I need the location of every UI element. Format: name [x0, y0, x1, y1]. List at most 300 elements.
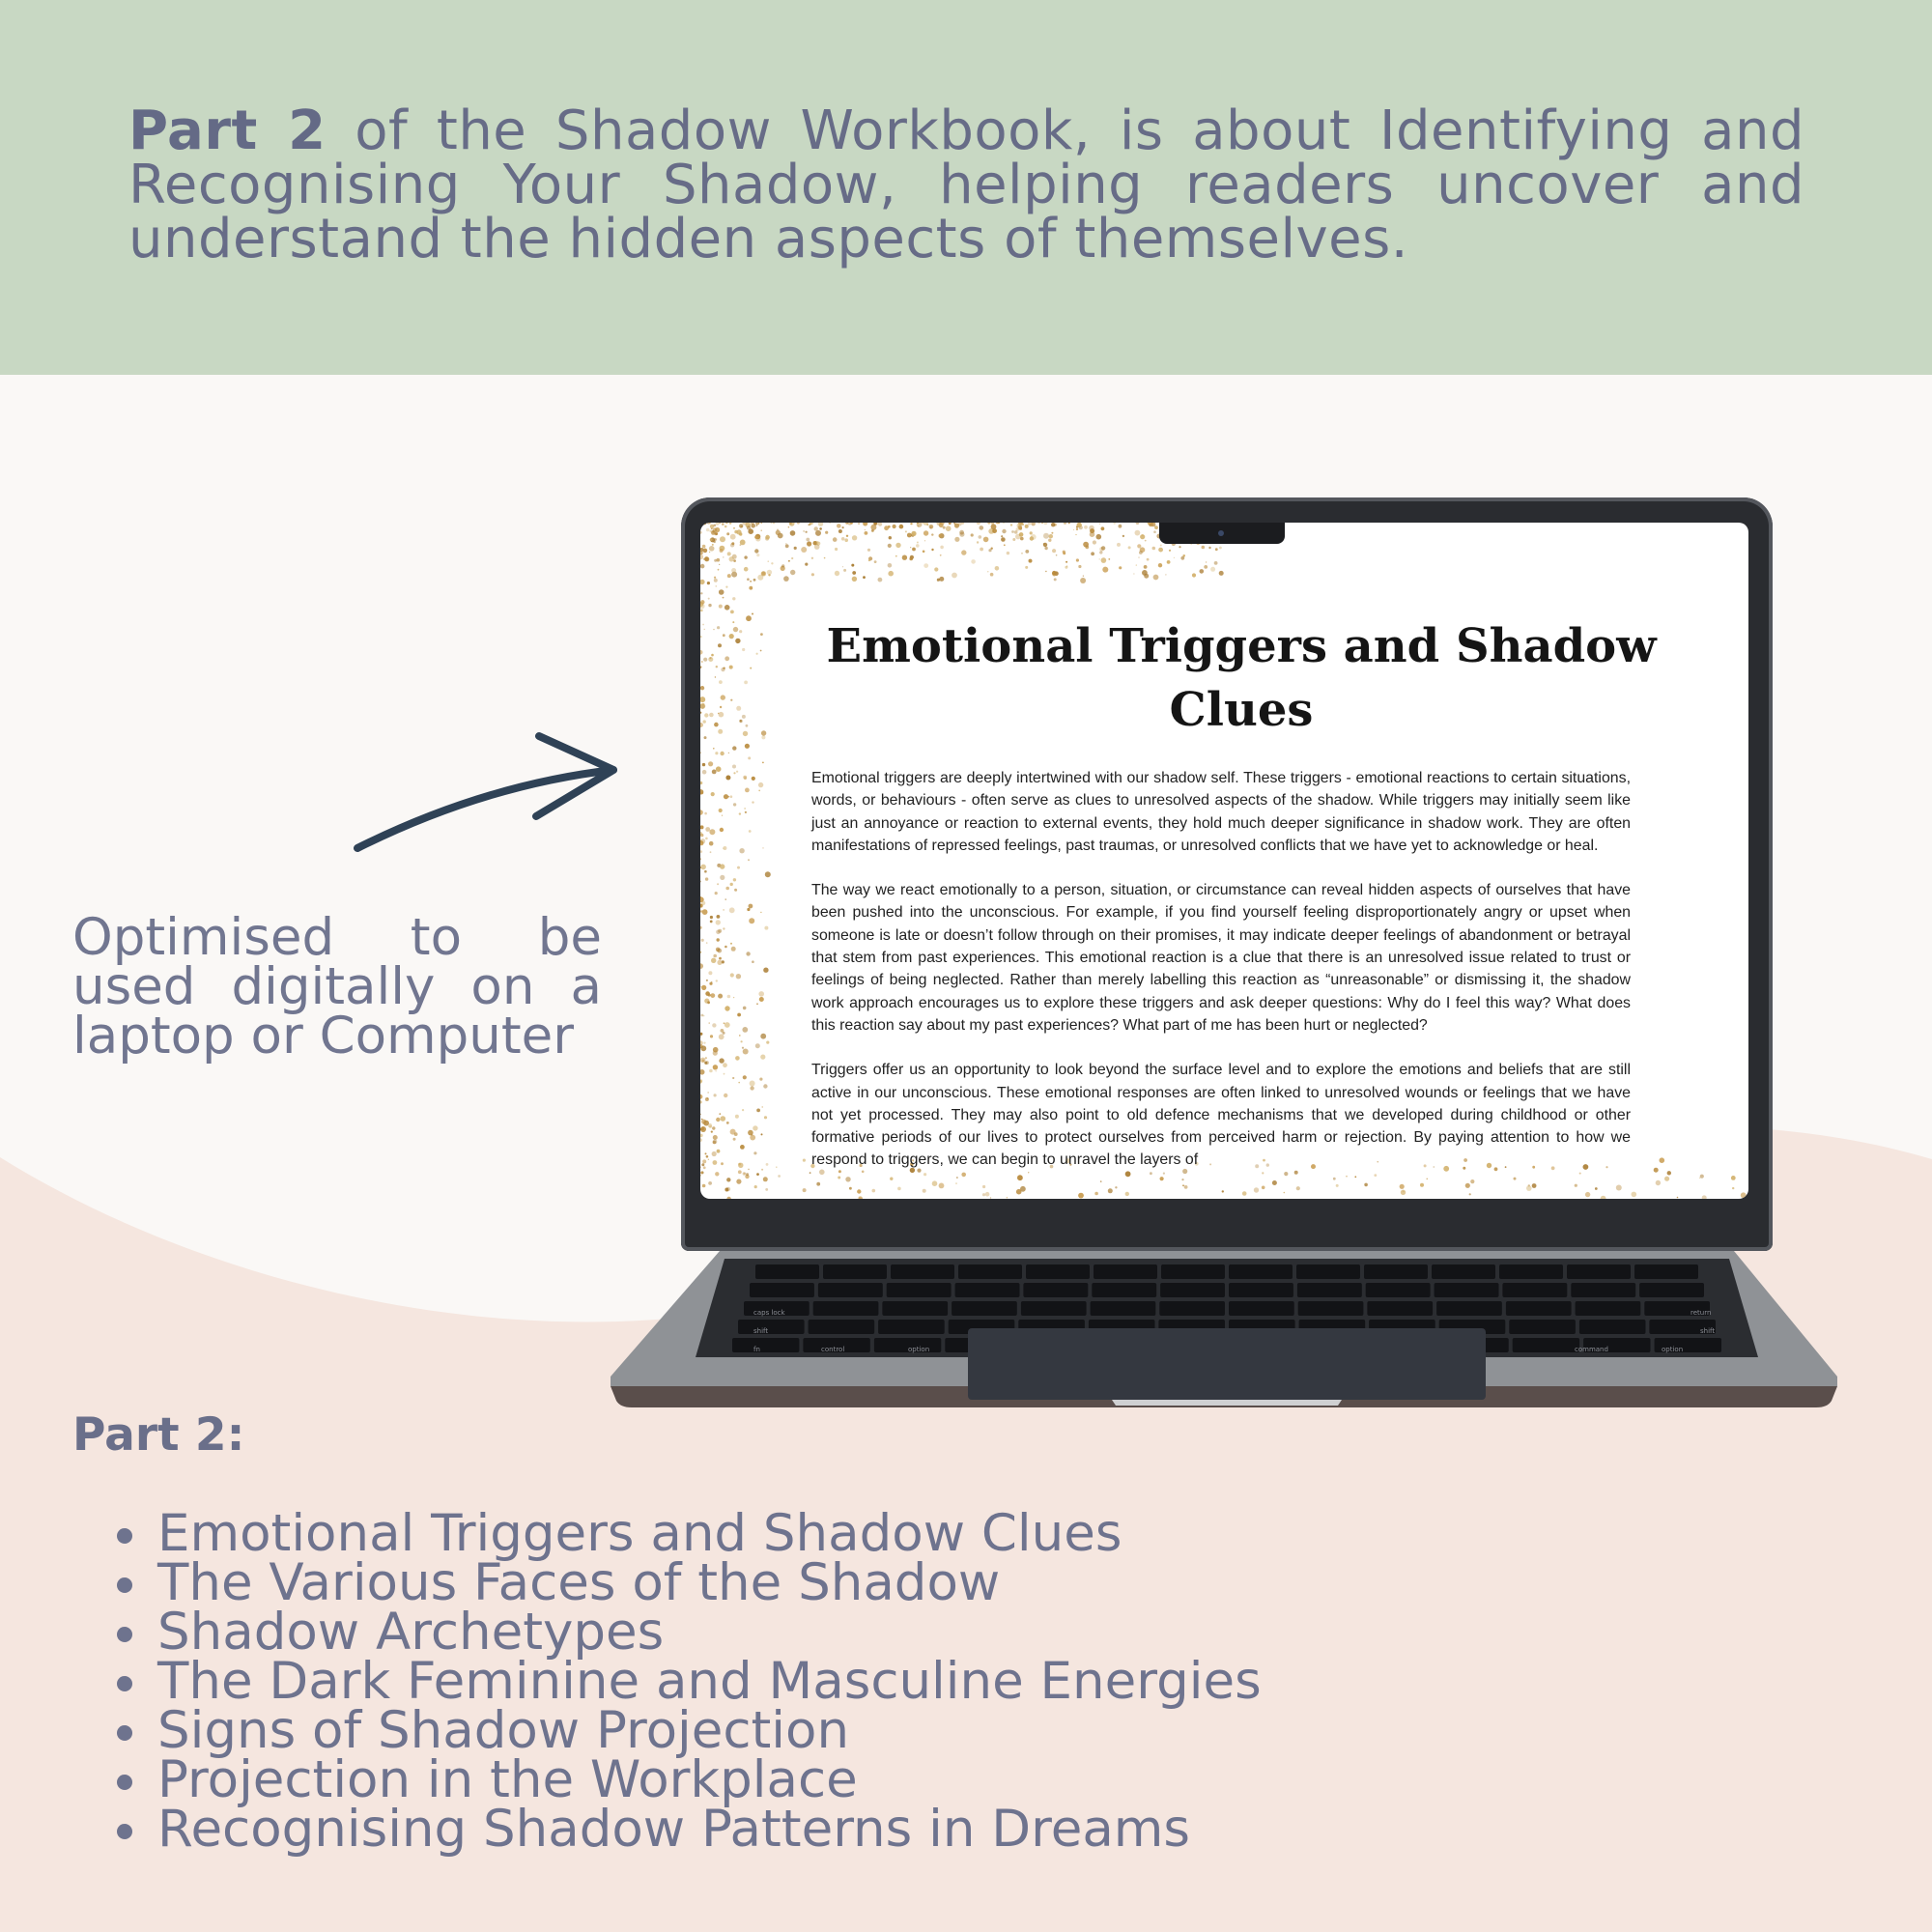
splatter-dot [701, 661, 703, 663]
splatter-dot [759, 997, 764, 1002]
splatter-dot [700, 1114, 701, 1115]
splatter-dot [815, 530, 821, 536]
keyboard-key [1639, 1283, 1704, 1297]
splatter-dot [719, 957, 722, 960]
keyboard-key-label: option [1662, 1346, 1684, 1353]
keyboard-key [1509, 1320, 1576, 1334]
splatter-dot [996, 523, 999, 524]
splatter-dot [1052, 571, 1057, 576]
splatter-dot [797, 523, 800, 525]
splatter-dot [740, 526, 742, 527]
splatter-dot [704, 736, 707, 739]
splatter-dot [1167, 560, 1171, 564]
splatter-dot [700, 1040, 703, 1045]
splatter-dot [736, 706, 741, 711]
splatter-dot [1084, 526, 1088, 529]
splatter-dot [713, 1065, 718, 1069]
splatter-dot [738, 1082, 740, 1084]
list-item [106, 1701, 1262, 1760]
splatter-dot [762, 1106, 763, 1107]
splatter-dot [899, 525, 904, 529]
keyboard-key [887, 1283, 952, 1297]
splatter-dot [735, 1056, 740, 1061]
splatter-dot [905, 530, 907, 532]
splatter-dot [833, 537, 838, 542]
intro-bold: Part 2 [128, 99, 327, 162]
splatter-dot [1654, 1168, 1659, 1173]
splatter-dot [711, 1131, 713, 1133]
splatter-dot [702, 770, 707, 775]
keyboard-key [818, 1283, 883, 1297]
splatter-dot [705, 827, 710, 832]
splatter-dot [728, 796, 730, 798]
splatter-dot [754, 535, 757, 538]
splatter-dot [1080, 578, 1086, 583]
splatter-dot [1099, 558, 1100, 559]
splatter-dot [700, 600, 704, 604]
splatter-dot [713, 629, 714, 630]
splatter-dot [724, 1022, 730, 1028]
splatter-dot [1018, 526, 1022, 529]
splatter-dot [743, 1049, 749, 1055]
splatter-dot [701, 985, 706, 990]
splatter-dot [739, 812, 741, 814]
splatter-dot [1078, 565, 1081, 568]
splatter-dot [1136, 564, 1137, 565]
splatter-dot [712, 1126, 715, 1129]
splatter-dot [824, 557, 826, 559]
splatter-dot [702, 763, 705, 766]
splatter-dot [1007, 552, 1009, 554]
splatter-dot [1108, 558, 1110, 560]
splatter-dot [721, 1162, 724, 1165]
splatter-dot [704, 556, 709, 561]
keyboard-key [1567, 1264, 1631, 1279]
keyboard-key-label: command [1575, 1346, 1608, 1353]
splatter-dot [909, 557, 913, 561]
splatter-dot [895, 555, 897, 557]
splatter-dot [713, 541, 716, 544]
splatter-dot [701, 939, 704, 942]
splatter-dot [781, 564, 784, 567]
splatter-dot [754, 549, 758, 553]
splatter-dot [807, 541, 811, 546]
splatter-dot [838, 529, 842, 533]
splatter-dot [750, 1086, 753, 1090]
keyboard-key [1634, 1264, 1698, 1279]
splatter-dot [729, 556, 734, 561]
splatter-dot [987, 571, 988, 572]
splatter-dot [1136, 523, 1140, 525]
splatter-dot [702, 1184, 706, 1188]
splatter-dot [1154, 526, 1158, 529]
bullet-icon [117, 1528, 132, 1544]
splatter-dot [700, 952, 701, 953]
splatter-dot [733, 1138, 736, 1141]
splatter-dot [700, 580, 705, 584]
splatter-dot [863, 523, 867, 526]
splatter-dot [841, 537, 845, 541]
splatter-dot [1001, 535, 1003, 537]
splatter-dot [835, 571, 839, 576]
splatter-dot [700, 1036, 701, 1037]
splatter-dot [762, 762, 764, 764]
splatter-dot [744, 808, 745, 809]
list-item [106, 1652, 1262, 1711]
splatter-dot [1128, 546, 1131, 549]
splatter-dot [743, 1007, 747, 1010]
splatter-dot [1075, 534, 1076, 535]
splatter-dot [1025, 525, 1029, 528]
splatter-dot [1065, 561, 1067, 563]
splatter-dot [743, 731, 748, 736]
splatter-dot [714, 723, 719, 727]
splatter-dot [703, 1121, 709, 1126]
splatter-dot [767, 570, 772, 575]
splatter-dot [1064, 523, 1066, 525]
laptop-screen [700, 523, 1748, 1199]
splatter-dot [1054, 578, 1057, 581]
splatter-dot [1219, 571, 1224, 576]
keyboard-key [1367, 1301, 1433, 1316]
splatter-dot [756, 1109, 760, 1113]
splatter-dot [1102, 567, 1108, 573]
splatter-dot [700, 810, 703, 815]
splatter-dot [808, 524, 810, 526]
splatter-dot [732, 621, 734, 623]
splatter-dot [1099, 551, 1102, 554]
splatter-dot [708, 971, 712, 975]
keyboard-key-label: shift [753, 1327, 769, 1335]
splatter-dot [713, 527, 717, 531]
splatter-dot [743, 1075, 747, 1079]
splatter-dot [788, 526, 790, 528]
splatter-dot [763, 1177, 768, 1181]
splatter-dot [1137, 544, 1141, 548]
document-paragraph: Triggers offer us an opportunity to look beyond the surface level and to explore the emotions and beliefs that are still active in our unconscious. These emotional responses are often linked to unresolved wounds or feelings that we have not yet processed. They may also point to old defence mechanisms that we developed during childhood or other formative periods of our lives to protect ourselves from perceived harm or rejection. By paying attention to how we respond to triggers, we can begin to unravel the layers of [811, 1062, 1631, 1169]
splatter-dot [971, 533, 974, 536]
splatter-dot [713, 748, 715, 750]
splatter-dot [763, 1084, 767, 1088]
splatter-dot [739, 630, 742, 633]
splatter-dot [727, 574, 731, 578]
splatter-dot [811, 557, 813, 559]
splatter-dot [1632, 1192, 1637, 1198]
splatter-dot [724, 526, 727, 528]
splatter-dot [907, 533, 912, 538]
splatter-dot [759, 1078, 762, 1081]
splatter-dot [785, 544, 789, 548]
splatter-dot [768, 561, 769, 562]
splatter-dot [988, 549, 991, 552]
splatter-dot [738, 1170, 742, 1174]
splatter-dot [718, 729, 723, 734]
splatter-dot [806, 531, 808, 533]
splatter-dot [721, 1116, 726, 1122]
splatter-dot [701, 1119, 703, 1121]
splatter-dot [1139, 551, 1143, 554]
splatter-dot [742, 1047, 744, 1049]
keyboard-key [1094, 1264, 1157, 1279]
splatter-dot [929, 525, 934, 529]
splatter-dot [773, 523, 776, 524]
splatter-dot [1043, 543, 1045, 545]
splatter-dot [700, 834, 703, 837]
splatter-dot [708, 761, 713, 766]
splatter-dot [1180, 556, 1184, 560]
splatter-dot [758, 991, 764, 997]
splatter-dot [714, 577, 716, 579]
splatter-dot [710, 921, 713, 923]
splatter-dot [700, 610, 703, 612]
document-paragraph: Emotional triggers are deeply intertwined with our shadow self. These triggers - emotional reactions to certain situations, words, or behaviours - often serve as clues to unresolved aspects of the shadow. While triggers may initially seem like just an annoyance or reaction to external events, they hold much deeper significance in shadow work. They are often manifestations of repressed feelings, past traumas, or unresolved conflicts that we have yet to acknowledge or heal. [811, 770, 1631, 854]
splatter-dot [700, 564, 704, 569]
splatter-dot [732, 1077, 734, 1079]
splatter-dot [745, 744, 750, 749]
splatter-dot [1147, 558, 1150, 561]
splatter-dot [725, 586, 727, 588]
splatter-dot [748, 756, 751, 759]
splatter-dot [980, 548, 983, 552]
splatter-dot [736, 771, 738, 773]
splatter-dot [1051, 532, 1053, 534]
keyboard-key [1506, 1301, 1572, 1316]
splatter-dot [716, 523, 720, 526]
splatter-dot [761, 730, 766, 735]
splatter-dot [721, 695, 725, 699]
topic-label: The Dark Feminine and Masculine Energies [157, 1652, 1262, 1711]
splatter-dot [708, 598, 710, 600]
splatter-dot [702, 624, 704, 626]
splatter-dot [1049, 534, 1053, 538]
splatter-dot [709, 546, 715, 552]
splatter-dot [700, 865, 706, 870]
splatter-dot [761, 523, 763, 524]
splatter-dot [794, 547, 797, 550]
splatter-dot [703, 1166, 706, 1169]
splatter-dot [1001, 537, 1006, 542]
splatter-dot [717, 938, 720, 941]
topic-label: Signs of Shadow Projection [157, 1701, 850, 1760]
splatter-dot [710, 657, 712, 659]
splatter-dot [763, 968, 768, 973]
splatter-dot [711, 792, 715, 796]
splatter-dot [723, 846, 726, 850]
splatter-dot [1664, 1177, 1669, 1181]
splatter-dot [718, 929, 722, 933]
splatter-dot [895, 543, 900, 548]
splatter-dot [752, 613, 753, 615]
splatter-dot [761, 735, 765, 739]
splatter-dot [717, 960, 722, 965]
splatter-dot [865, 529, 866, 530]
splatter-dot [1043, 523, 1047, 525]
splatter-dot [843, 569, 846, 572]
splatter-dot [726, 1197, 730, 1199]
splatter-dot [724, 794, 728, 799]
splatter-dot [710, 1035, 713, 1037]
keyboard-key [1160, 1283, 1225, 1297]
splatter-dot [717, 626, 720, 629]
keyboard-key [1576, 1301, 1641, 1316]
splatter-dot [1119, 566, 1122, 569]
keyboard-key [1513, 1338, 1579, 1352]
splatter-dot [740, 1145, 745, 1150]
splatter-dot [830, 523, 831, 524]
splatter-dot [785, 543, 786, 544]
splatter-dot [959, 532, 964, 537]
splatter-dot [724, 946, 727, 949]
keyboard-key-label: option [908, 1346, 930, 1353]
splatter-dot [707, 1001, 710, 1004]
splatter-dot [702, 909, 708, 915]
splatter-dot [1041, 523, 1043, 524]
splatter-dot [730, 973, 734, 977]
splatter-dot [747, 908, 750, 911]
splatter-dot [700, 723, 703, 727]
splatter-dot [717, 949, 722, 953]
splatter-dot [724, 656, 729, 661]
splatter-dot [720, 536, 725, 542]
document-paragraph: The way we react emotionally to a person, situation, or circumstance can reveal hidden aspects of ourselves that have been pushed into the unconscious. For example, if you find yourself feeling disproportionately angry or upset when someone is late or doesn’t follow through on their promises, it may indicate deeper feelings of abandonment or betrayal that stem from past experiences. This emotional reaction is a clue that there is an unresolved issue related to trust or feelings of being neglected. Rather than merely labelling this reaction as “unreasonable” or dismissing it, the shadow work approach encourages us to explore these triggers and ask deeper questions: Why do I feel this way? What does this reaction say about my past experiences? What part of me has been hurt or neglected? [811, 882, 1631, 1034]
splatter-dot [710, 916, 713, 919]
splatter-dot [723, 927, 724, 929]
splatter-dot [771, 523, 773, 524]
splatter-dot [1179, 546, 1180, 548]
splatter-dot [811, 573, 814, 576]
splatter-dot [720, 706, 722, 708]
splatter-dot [741, 1040, 743, 1042]
splatter-dot [710, 993, 715, 998]
splatter-dot [983, 537, 989, 543]
splatter-dot [910, 523, 912, 525]
splatter-dot [703, 720, 706, 723]
keyboard-key [1297, 1283, 1362, 1297]
splatter-dot [708, 1092, 709, 1093]
splatter-dot [766, 1163, 769, 1166]
list-item [106, 1553, 1262, 1612]
splatter-dot [803, 530, 805, 532]
splatter-dot [1101, 526, 1105, 530]
splatter-dot [1031, 523, 1036, 526]
splatter-dot [740, 540, 746, 546]
splatter-dot [750, 581, 752, 582]
splatter-dot [931, 549, 933, 551]
topic-label: Recognising Shadow Patterns in Dreams [157, 1800, 1191, 1859]
camera-notch [1159, 523, 1285, 544]
keyboard-key [1579, 1320, 1646, 1334]
splatter-dot [1014, 530, 1018, 534]
splatter-dot [722, 523, 724, 526]
splatter-dot [700, 712, 701, 714]
splatter-dot [1048, 539, 1051, 542]
keyboard-key [732, 1338, 799, 1352]
splatter-dot [923, 563, 928, 568]
splatter-dot [714, 579, 718, 582]
splatter-dot [732, 746, 736, 750]
splatter-dot [868, 559, 870, 561]
splatter-dot [852, 571, 856, 575]
splatter-dot [718, 643, 722, 647]
splatter-dot [1083, 576, 1084, 577]
splatter-dot [729, 634, 734, 639]
bullet-icon [117, 1824, 132, 1839]
splatter-dot [709, 841, 714, 846]
camera-icon [1218, 530, 1224, 536]
splatter-dot [943, 526, 946, 529]
splatter-dot [1133, 573, 1134, 574]
splatter-dot [720, 875, 724, 880]
splatter-dot [1119, 525, 1122, 528]
splatter-dot [712, 544, 714, 546]
splatter-dot [858, 523, 860, 525]
splatter-dot [1140, 534, 1145, 539]
splatter-dot [961, 550, 966, 554]
splatter-dot [911, 531, 916, 536]
splatter-dot [703, 658, 707, 662]
splatter-dot [1096, 534, 1102, 540]
splatter-dot [878, 523, 882, 526]
splatter-dot [746, 724, 749, 727]
keyboard-key [1435, 1283, 1499, 1297]
keyboard-key [952, 1301, 1017, 1316]
splatter-dot [874, 560, 877, 563]
keyboard-key [958, 1264, 1022, 1279]
splatter-dot [1702, 1195, 1707, 1199]
splatter-dot [700, 592, 702, 594]
keyboard-key [1296, 1264, 1360, 1279]
bullet-icon [117, 1676, 132, 1691]
splatter-dot [1076, 558, 1079, 561]
splatter-dot [712, 770, 717, 775]
splatter-dot [729, 523, 732, 525]
splatter-dot [1056, 554, 1058, 556]
splatter-dot [1015, 534, 1021, 540]
splatter-dot [739, 720, 742, 723]
splatter-dot [910, 547, 911, 548]
splatter-dot [739, 532, 742, 535]
splatter-dot [733, 878, 736, 881]
keyboard-key [1161, 1264, 1225, 1279]
splatter-dot [750, 1081, 755, 1087]
splatter-dot [700, 703, 705, 709]
splatter-dot [1044, 547, 1047, 550]
topic-list [106, 1504, 1262, 1859]
keyboard-key [1499, 1264, 1563, 1279]
splatter-dot [723, 668, 724, 669]
splatter-dot [1083, 542, 1089, 548]
splatter-dot [719, 523, 721, 524]
splatter-dot [789, 523, 795, 526]
keyboard-key [1229, 1283, 1293, 1297]
splatter-dot [700, 963, 703, 969]
splatter-dot [700, 881, 701, 883]
splatter-dot [708, 1181, 712, 1185]
splatter-dot [700, 926, 702, 929]
splatter-dot [1741, 1192, 1747, 1198]
splatter-dot [711, 654, 714, 657]
splatter-dot [888, 563, 893, 568]
splatter-dot [742, 648, 745, 651]
splatter-dot [1007, 1197, 1009, 1199]
splatter-dot [711, 958, 716, 963]
splatter-dot [1028, 523, 1031, 526]
splatter-dot [700, 554, 703, 560]
splatter-dot [716, 920, 721, 924]
splatter-dot [1206, 561, 1207, 562]
keyboard-key [878, 1320, 945, 1334]
splatter-dot [719, 712, 724, 718]
